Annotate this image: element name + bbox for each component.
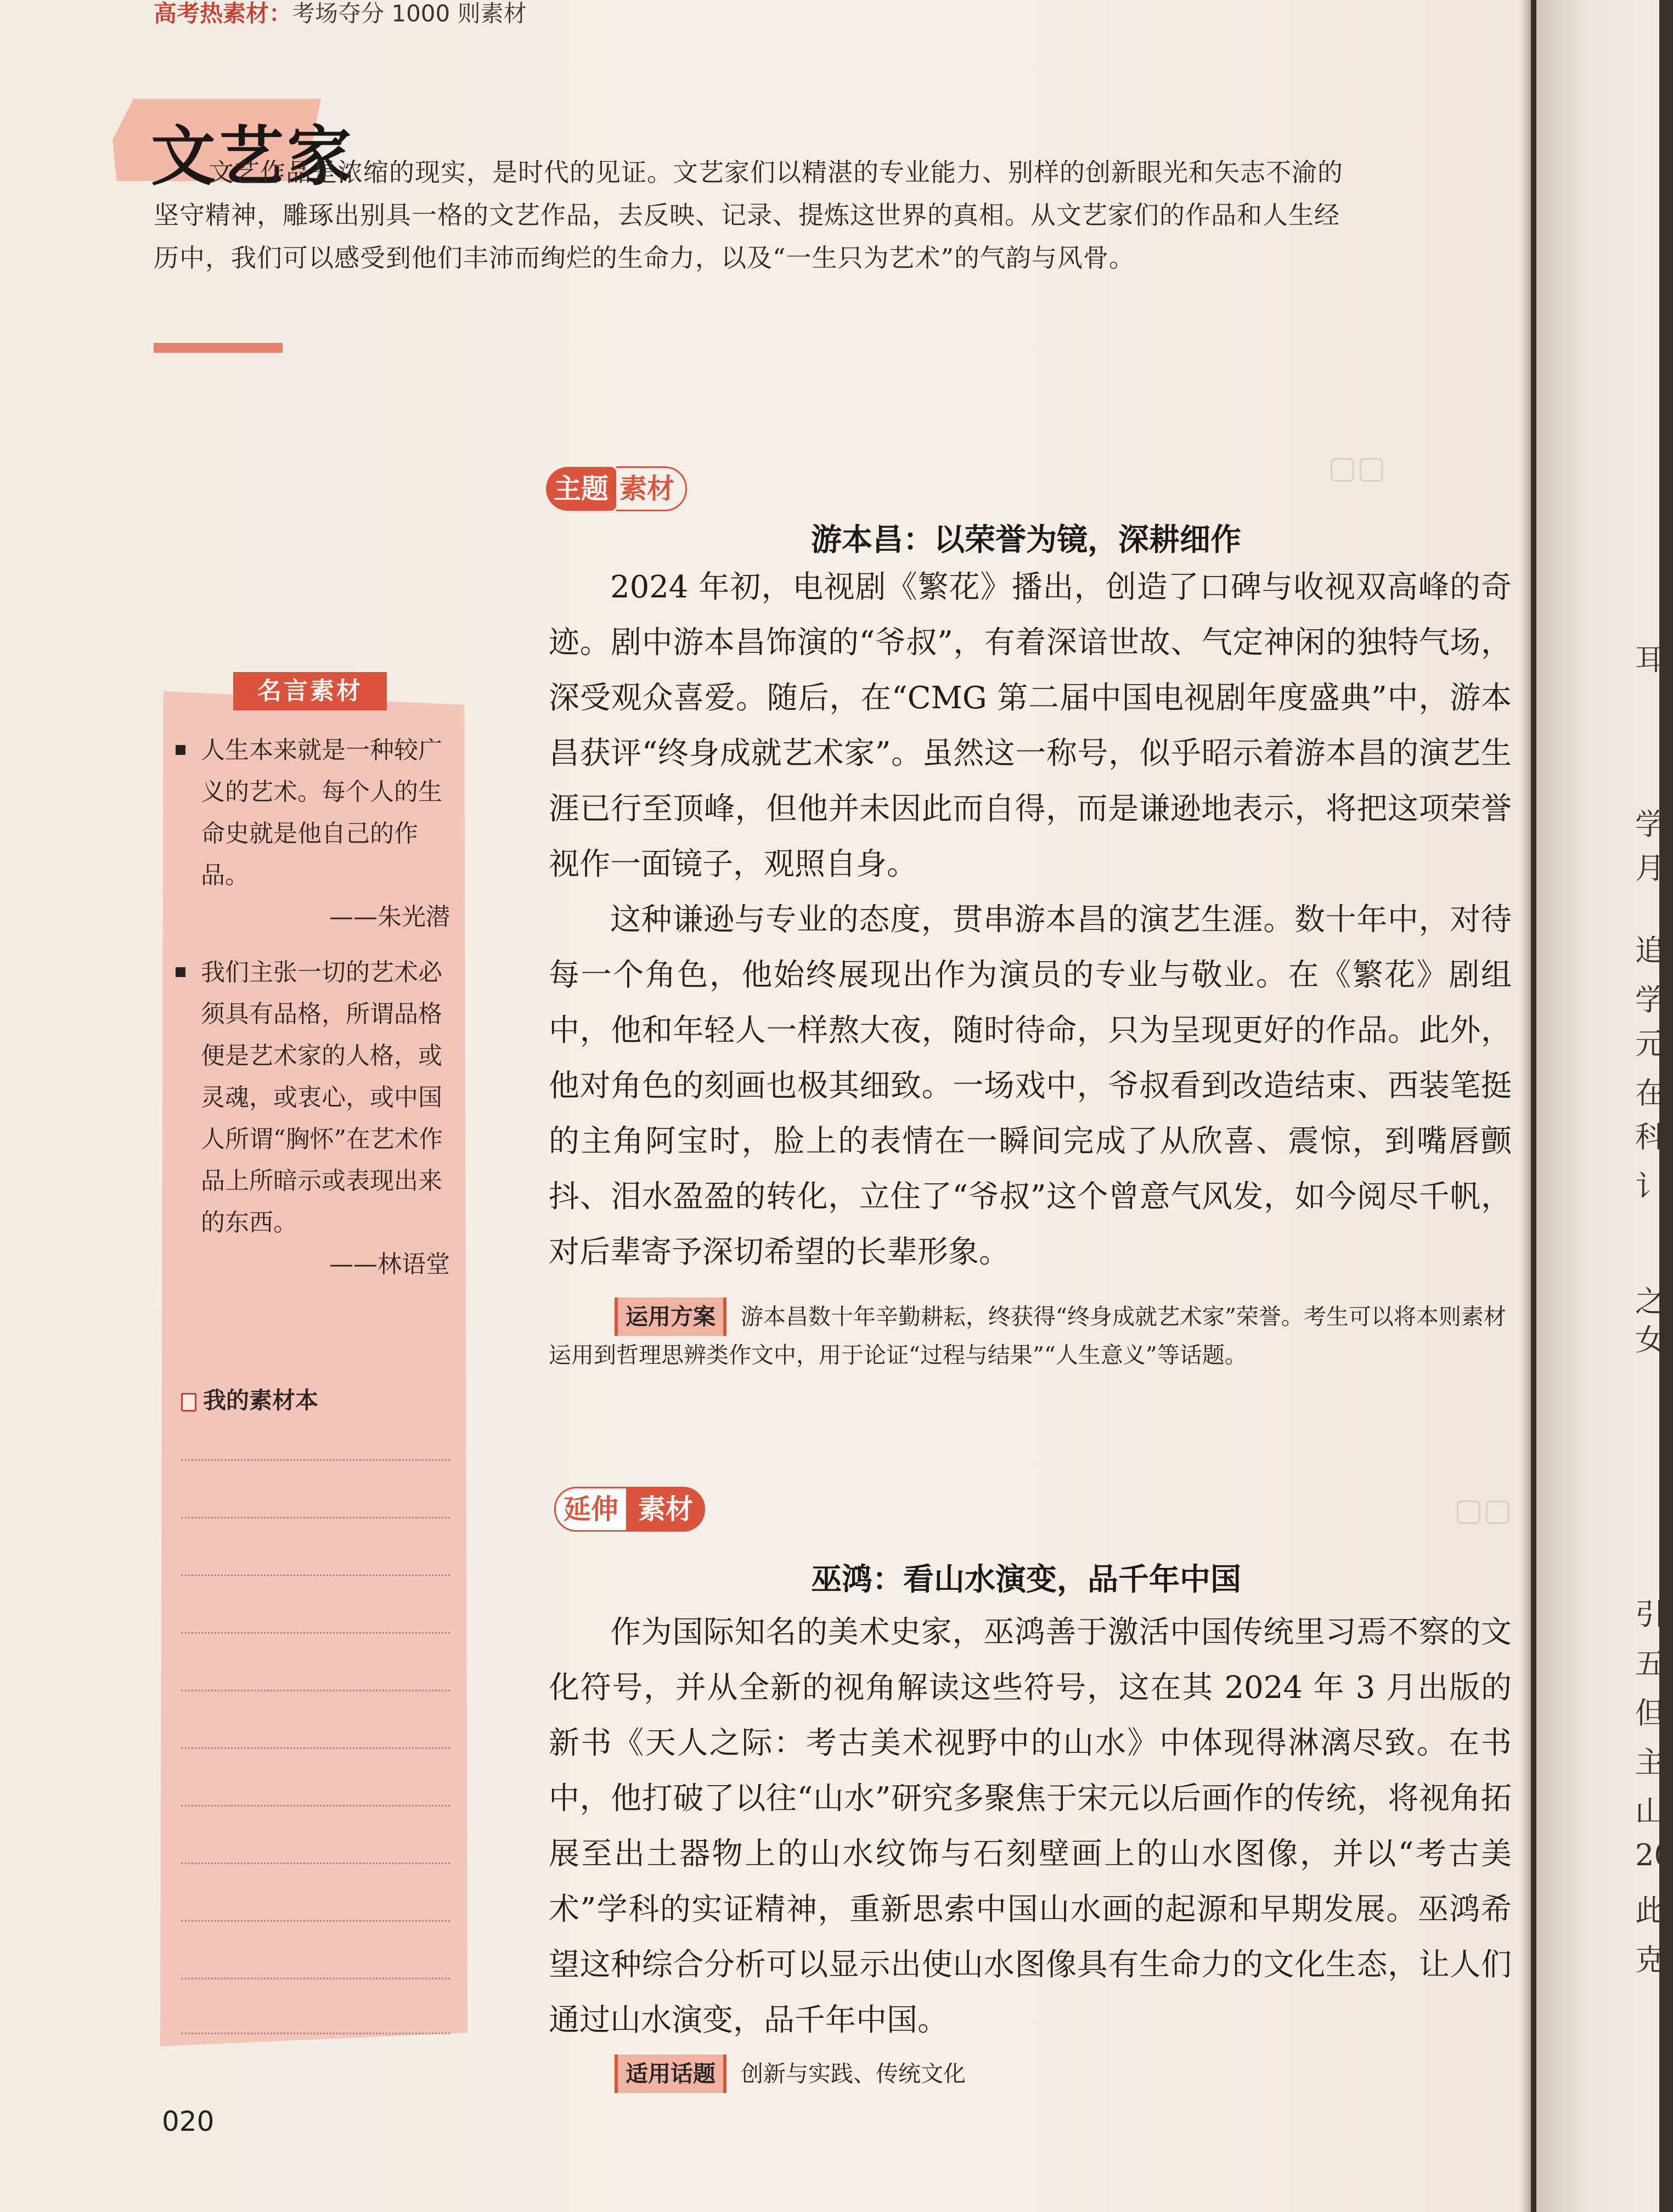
theme-badge: [546, 466, 687, 511]
notebook-line: [181, 1863, 450, 1864]
theme-article-title: 游本昌：以荣誉为镜，深耕细作: [811, 522, 1241, 558]
notebook-line: [181, 1459, 450, 1461]
extended-apply-note: [549, 2055, 1512, 2093]
facing-page-char: 月: [1635, 851, 1665, 885]
apply-label: 适用话题: [615, 2055, 726, 2093]
theme-badge-right: 素材: [616, 466, 687, 511]
title-underline: [154, 343, 283, 353]
series-name: 高考热素材：: [154, 0, 292, 27]
extended-article-body: [549, 1605, 1512, 2048]
facing-page-char: 耳: [1635, 642, 1665, 677]
facing-page-char: 之: [1635, 1284, 1665, 1319]
running-head: [154, 0, 527, 29]
facing-page-char: 学: [1635, 807, 1665, 842]
facing-page-char: 此: [1635, 1893, 1665, 1928]
facing-page-char: 科: [1635, 1120, 1665, 1154]
theme-article-body: [549, 560, 1512, 1280]
notebook-line: [181, 2033, 450, 2034]
facing-page-char: 20: [1635, 1838, 1673, 1872]
extended-badge-left: 延伸: [554, 1487, 626, 1532]
facing-page-char: 追: [1635, 933, 1665, 968]
notebook-line: [181, 1920, 450, 1922]
facing-page-char: 元: [1635, 1026, 1665, 1061]
notebook-line: [181, 1690, 450, 1691]
paragraph: 这种谦逊与专业的态度，贯串游本昌的演艺生涯。数十年中，对待每一个角色，他始终展现出作为演员的专业与敬业。在《繁花》剧组中，他和年轻人一样熬大夜，随时待命，只为呈现更好的作品。此外，他对角色的刻画也极其细致。一场戏中，爷叔看到改造结束、西装笔挺的主角阿宝时，脸上的表情在一瞬间完成了从欣喜、震惊，到嘴唇颤抖、泪水盈盈的转化，立住了“爷叔”这个曾意气风发，如今阅尽千帆，对后辈寄予深切希望的长辈形象。: [549, 902, 1512, 1270]
facing-page-char: 但: [1635, 1696, 1665, 1730]
paragraph: 2024 年初，电视剧《繁花》播出，创造了口碑与收视双高峰的奇迹。剧中游本昌饰演的“爷叔”，有着深谙世故、气定神闲的独特气场，深受观众喜爱。随后，在“CMG 第二届中国电视剧年度盛典”中，游本昌获评“终身成就艺术家”。虽然这一称号，似乎昭示着游本昌的演艺生涯已行至顶峰，但他并未因此而自得，而是谦逊地表示，将把这项荣誉视作一面镜子，观照自身。: [549, 569, 1512, 882]
extended-badge: [554, 1487, 705, 1532]
quote-item: [176, 730, 450, 938]
facing-page-char: 引: [1635, 1597, 1665, 1632]
notebook-icon: [181, 1393, 196, 1412]
theme-badge-left: 主题: [546, 467, 616, 511]
section-title: 文艺家: [151, 119, 356, 194]
apply-text: 创新与实践、传统文化: [741, 2061, 966, 2087]
page-number: 020: [162, 2106, 215, 2137]
facing-page-char: 学: [1635, 983, 1665, 1017]
paragraph: 作为国际知名的美术史家，巫鸿善于激活中国传统里习焉不察的文化符号，并从全新的视角解读这些符号，这在其 2024 年 3 月出版的新书《天人之际：考古美术视野中的山水》中体现得淋漓尽致。在书中，他打破了以往“山水”研究多聚焦于宋元以后画作的传统，将视角拓展至出土器物上的山水纹饰与石刻壁画上的山水图像，并以“考古美术”学科的实证精神，重新思索中国山水画的起源和早期发展。巫鸿希望这种综合分析可以显示出使山水图像具有生命力的文化生态，让人们通过山水演变，品千年中国。: [549, 1615, 1512, 2038]
sidebar-tag: 名言素材: [233, 672, 387, 710]
quote-author: ——林语堂: [329, 1250, 450, 1278]
facing-page-char: 女: [1635, 1323, 1665, 1357]
facing-page-char: 山: [1635, 1795, 1665, 1829]
notebook-line: [181, 1978, 450, 1979]
extended-article-title: 巫鸿：看山水演变，品千年中国: [811, 1562, 1241, 1598]
notebook-line: [181, 1517, 450, 1519]
facing-page-char: 五: [1635, 1646, 1665, 1681]
facing-page-char: 主: [1635, 1745, 1665, 1780]
bleed-through-mark: ▢▢: [1454, 1492, 1512, 1528]
quote-item: [176, 952, 450, 1285]
apply-text: 游本昌数十年辛勤耕耘，终获得“终身成就艺术家”荣誉。考生可以将本则素材运用到哲理思辨类作文中，用于论证“过程与结果”“人生意义”等话题。: [549, 1304, 1506, 1368]
quote-author: ——朱光潜: [329, 903, 450, 931]
notebook-line: [181, 1575, 450, 1576]
notebook-label: 我的素材本: [203, 1387, 319, 1414]
apply-label: 运用方案: [615, 1297, 726, 1336]
notebook-line: [181, 1632, 450, 1634]
section-intro: 文艺作品是浓缩的现实，是时代的见证。文艺家们以精湛的专业能力、别样的创新眼光和矢志不渝的坚守精神，雕琢出别具一格的文艺作品，去反映、记录、提炼这世界的真相。从文艺家们的作品和人生经历中，我们可以感受到他们丰沛而绚烂的生命力，以及“一生只为艺术”的气韵与风骨。: [154, 157, 1343, 273]
quote-text: 人生本来就是一种较广义的艺术。每个人的生命史就是他自己的作品。: [176, 730, 450, 896]
theme-apply-note: [549, 1297, 1512, 1374]
book-title: 考场夺分 1000 则素材: [292, 0, 527, 27]
extended-badge-right: 素材: [626, 1487, 705, 1532]
facing-page-char: 在: [1635, 1076, 1665, 1110]
facing-page-char: 讠: [1635, 1169, 1665, 1204]
facing-page-char: 克: [1635, 1943, 1665, 1977]
notebook-line: [181, 1805, 450, 1807]
quote-text: 我们主张一切的艺术必须具有品格，所谓品格便是艺术家的人格，或灵魂，或衷心，或中国人所谓“胸怀”在艺术作品上所暗示或表现出来的东西。: [176, 952, 450, 1244]
notebook-heading: [181, 1383, 318, 1415]
bleed-through-mark: ▢▢: [1328, 450, 1386, 486]
notebook-line: [181, 1747, 450, 1749]
